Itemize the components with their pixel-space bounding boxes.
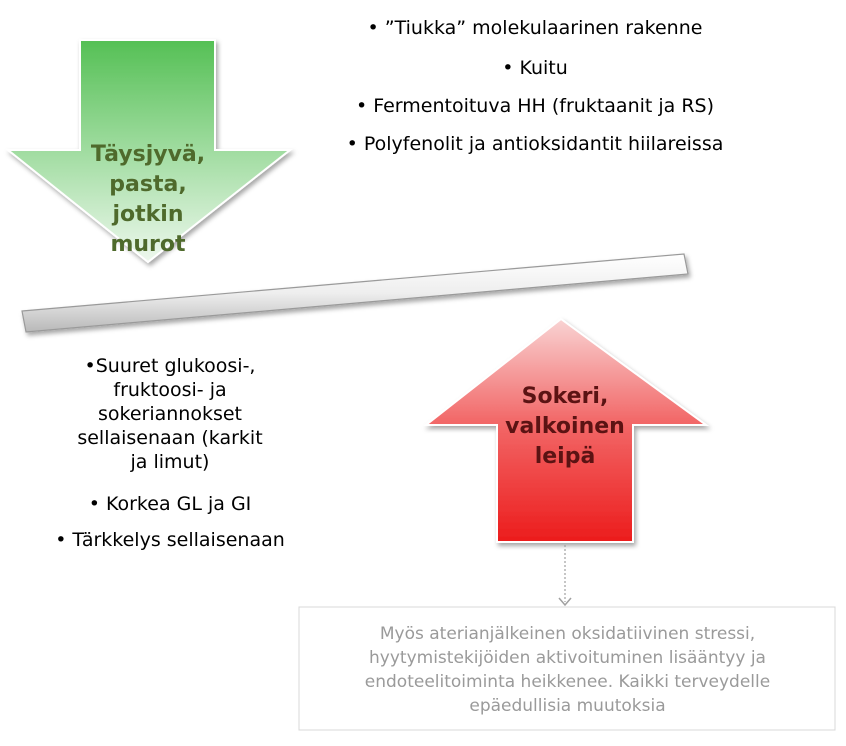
down-arrow-label: Täysjyvä, pasta, jotkin murot xyxy=(90,142,206,257)
top-bullet-1: • ”Tiukka” molekulaarinen rakenne xyxy=(367,17,703,39)
bottom-bullet-1: •Suuret glukoosi-, fruktoosi- ja sokeriannokset sellaisenaan (karkit ja limut) xyxy=(77,355,263,473)
bottom-bullet-3: • Tärkkelys sellaisenaan xyxy=(55,529,285,551)
top-bullet-4: • Polyfenolit ja antioksidantit hiilareissa xyxy=(346,133,724,155)
up-arrow-label: Sokeri, valkoinen leipä xyxy=(505,384,625,469)
top-bullet-3: • Fermentoituva HH (fruktaanit ja RS) xyxy=(355,95,715,117)
callout-text: Myös aterianjälkeinen oksidatiivinen stressi, hyytymistekijöiden aktivoituminen lisääntyy ja endoteelitoiminta heikkenee. Kaikki terveydelle epäedullisia muutoksia xyxy=(364,624,771,716)
balance-beam xyxy=(22,254,688,332)
top-bullet-2: • Kuitu xyxy=(502,57,568,79)
bottom-bullet-2: • Korkea GL ja GI xyxy=(88,493,252,515)
